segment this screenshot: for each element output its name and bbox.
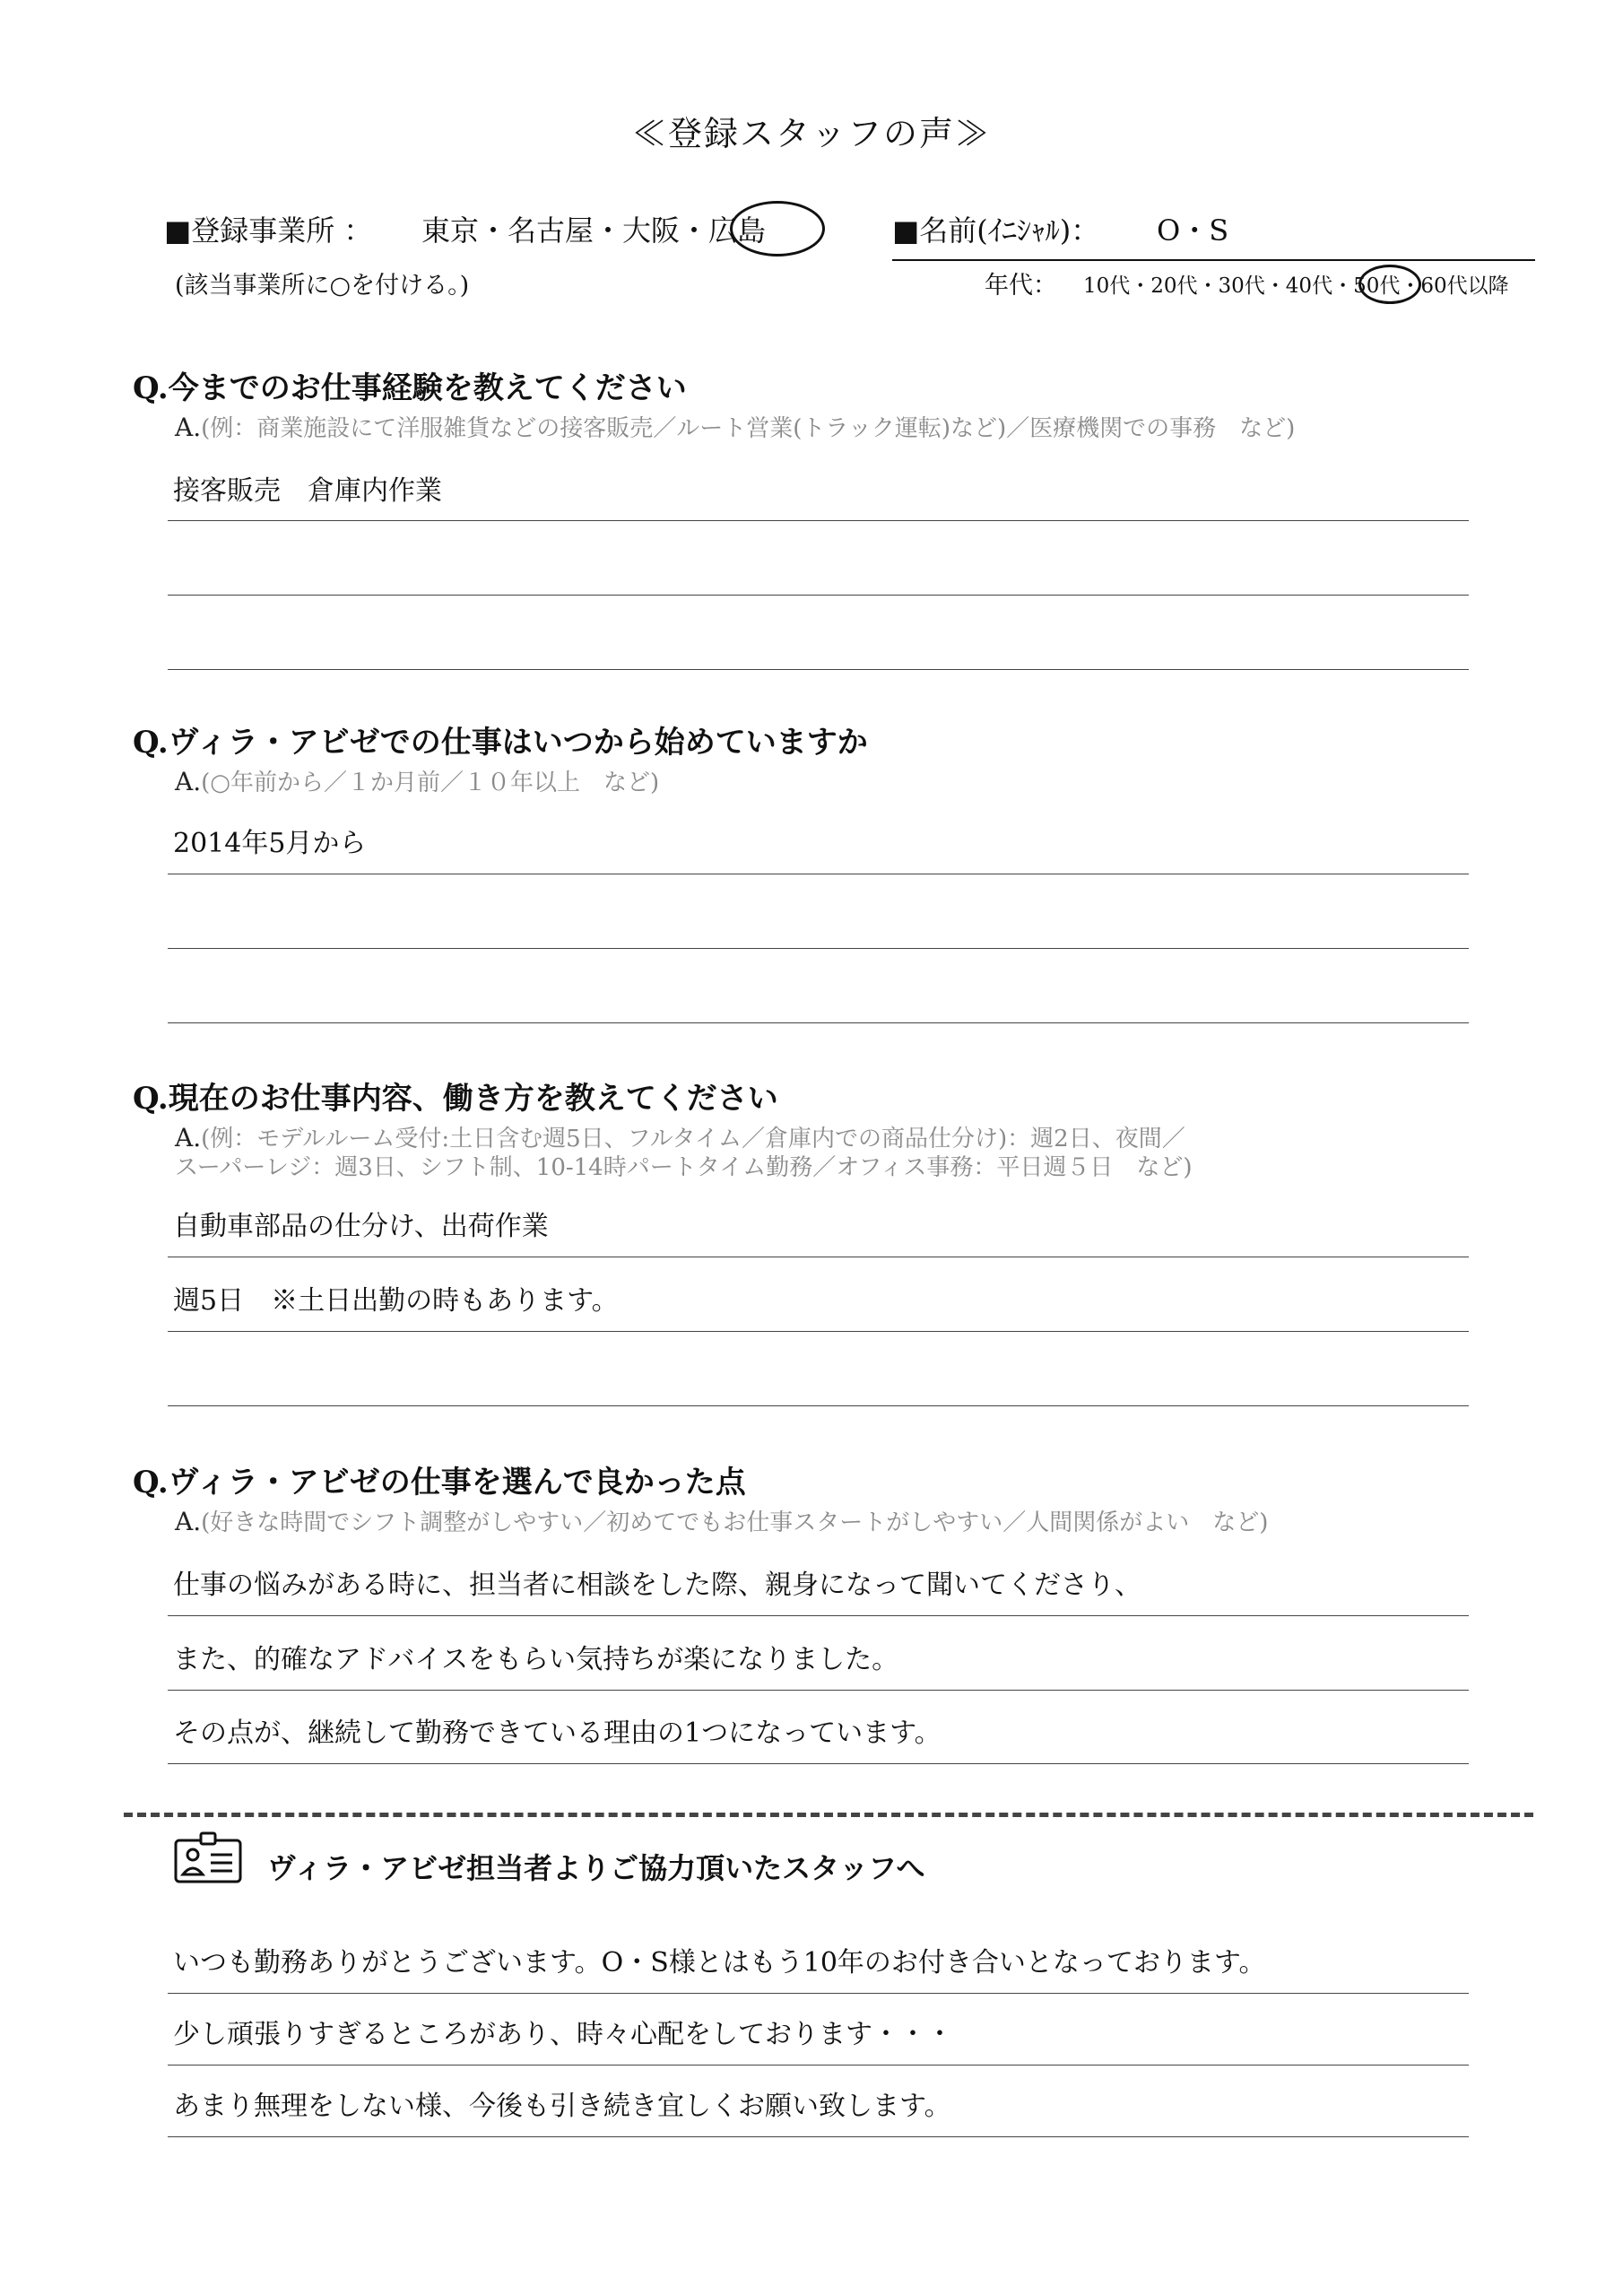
- question-3-answer-2: 週5日 ※土日出勤の時もあります。: [173, 1285, 619, 1317]
- answer-line: [168, 1690, 1469, 1691]
- answer-line: [168, 1331, 1469, 1332]
- question-2-hint: A.(○年前から／１か月前／１０年以上 など): [175, 767, 660, 796]
- question-4-answer-1: 仕事の悩みがある時に、担当者に相談をした際、親身になって聞いてくださり、: [173, 1570, 1141, 1601]
- answer-line: [168, 595, 1469, 596]
- age-options: 10代・20代・30代・40代・50代・60代以降: [1083, 274, 1509, 298]
- name-underline: [892, 259, 1535, 261]
- answer-line: [168, 948, 1469, 949]
- question-3: Q.現在のお仕事内容、働き方を教えてください: [133, 1081, 778, 1117]
- age-selected-circle: [1358, 265, 1421, 304]
- answer-line: [168, 520, 1469, 521]
- question-4: Q.ヴィラ・アビゼの仕事を選んで良かった点: [133, 1465, 746, 1500]
- answer-line: [168, 1022, 1469, 1023]
- name-label: ■名前(ｲﾆｼｬﾙ)：: [892, 213, 1100, 248]
- section-divider: [124, 1813, 1533, 1817]
- question-3-hint-line-2: スーパーレジ：週3日、シフト制、10-14時パートタイム勤務／オフィス事務：平日週５日 など): [175, 1154, 1193, 1181]
- question-3-hint: A.(例：モデルルーム受付:土日含む週5日、フルタイム／倉庫内での商品仕分け)：週2日、夜間／: [175, 1123, 1185, 1152]
- question-4-hint: A.(好きな時間でシフト調整がしやすい／初めてでもお仕事スタートがしやすい／人間関係がよい など): [175, 1507, 1269, 1536]
- answer-line: [168, 1405, 1469, 1406]
- answer-line: [168, 669, 1469, 670]
- answer-line: [168, 1763, 1469, 1764]
- question-2-answer-1: 2014年5月から: [173, 828, 367, 859]
- office-selected-circle: [730, 201, 825, 257]
- question-1: Q.今までのお仕事経験を教えてください: [133, 370, 687, 406]
- office-options: 東京・名古屋・大阪・広島: [421, 213, 767, 248]
- answer-line: [168, 1615, 1469, 1616]
- question-3-answer-1: 自動車部品の仕分け、出荷作業: [173, 1211, 549, 1242]
- message-line: [168, 1993, 1469, 1994]
- message-line: [168, 2136, 1469, 2137]
- staff-message-line-1: いつも勤務ありがとうございます。O・S様とはもう10年のお付き合いとなっております。: [173, 1947, 1266, 1979]
- id-card-icon: [173, 1830, 245, 1885]
- question-2: Q.ヴィラ・アビゼでの仕事はいつから始めていますか: [133, 725, 868, 761]
- question-1-hint: A.(例：商業施設にて洋服雑貨などの接客販売／ルート営業(トラック運転)など)／医療機関での事務 など): [175, 413, 1296, 442]
- staff-message-line-2: 少し頑張りすぎるところがあり、時々心配をしております・・・: [173, 2019, 953, 2050]
- age-label: 年代：: [985, 272, 1057, 300]
- office-label: ■登録事業所 ：: [164, 213, 373, 248]
- question-4-answer-2: また、的確なアドバイスをもらい気持ちが楽になりました。: [173, 1644, 899, 1675]
- staff-message-line-3: あまり無理をしない様、今後も引き続き宜しくお願い致します。: [173, 2091, 951, 2122]
- page-title: ≪登録スタッフの声≫: [631, 114, 991, 153]
- question-1-answer-1: 接客販売 倉庫内作業: [173, 475, 442, 507]
- office-note: (該当事業所に○を付ける。): [175, 272, 470, 300]
- staff-message-heading: ヴィラ・アビゼ担当者よりご協力頂いたスタッフへ: [267, 1851, 925, 1885]
- question-4-answer-3: その点が、継続して勤務できている理由の1つになっています。: [173, 1718, 942, 1749]
- message-line: [168, 2065, 1469, 2066]
- name-value: O・S: [1157, 213, 1229, 248]
